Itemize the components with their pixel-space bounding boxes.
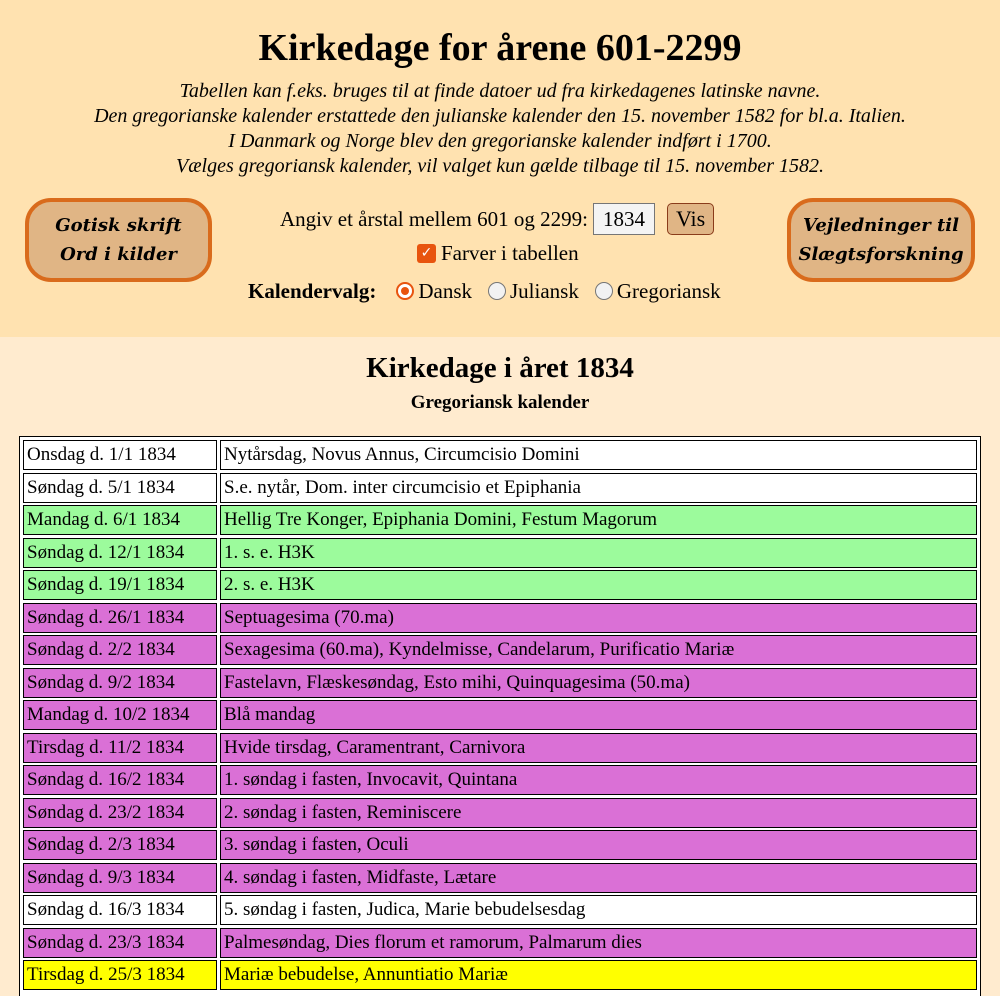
table-row: [23, 570, 977, 600]
date-cell: Søndag d. 23/2 1834: [23, 798, 217, 828]
church-day-cell: 1. søndag i fasten, Invocavit, Quintana: [220, 765, 977, 795]
church-day-cell: 5. søndag i fasten, Judica, Marie bebudelsesdag: [220, 895, 977, 925]
table-row: [23, 798, 977, 828]
intro-text: [0, 79, 1000, 179]
date-cell: Søndag d. 2/3 1834: [23, 830, 217, 860]
church-day-cell: Septuagesima (70.ma): [220, 603, 977, 633]
radio-juliansk-label: Juliansk: [510, 278, 579, 303]
colors-label: Farver i tabellen: [441, 240, 579, 265]
header: [0, 0, 1000, 337]
table-row: [23, 473, 977, 503]
date-cell: Søndag d. 16/3 1834: [23, 895, 217, 925]
radio-option-dansk[interactable]: [396, 279, 472, 304]
radio-dansk-label: Dansk: [418, 278, 472, 303]
table-row: [23, 830, 977, 860]
radio-gregoriansk[interactable]: [595, 282, 613, 300]
date-cell: Tirsdag d. 11/2 1834: [23, 733, 217, 763]
church-days-table: [19, 436, 981, 996]
radio-option-juliansk[interactable]: [488, 279, 579, 304]
date-cell: Søndag d. 23/3 1834: [23, 928, 217, 958]
date-cell: Mandag d. 6/1 1834: [23, 505, 217, 535]
church-day-cell: S.e. nytår, Dom. inter circumcisio et Epiphania: [220, 473, 977, 503]
date-cell: Søndag d. 5/1 1834: [23, 473, 217, 503]
date-cell: Mandag d. 10/2 1834: [23, 700, 217, 730]
intro-line: Den gregorianske kalender erstattede den julianske kalender den 15. november 1582 for bl.a. Italien.: [94, 105, 906, 127]
year-heading: Kirkedage i året 1834: [366, 352, 634, 384]
colors-option[interactable]: [417, 241, 579, 265]
table-row: [23, 538, 977, 568]
calendar-choice-label: Kalendervalg:: [248, 278, 377, 303]
date-cell: Søndag d. 26/1 1834: [23, 603, 217, 633]
calendar-choice: [248, 278, 737, 304]
year-input[interactable]: [593, 203, 655, 235]
table-row: [23, 863, 977, 893]
church-day-cell: Blå mandag: [220, 700, 977, 730]
table-row: [23, 668, 977, 698]
date-cell: Onsdag d. 1/1 1834: [23, 440, 217, 470]
date-cell: Søndag d. 9/3 1834: [23, 863, 217, 893]
radio-dansk[interactable]: [396, 282, 414, 300]
date-cell: Søndag d. 19/1 1834: [23, 570, 217, 600]
gothic-script-button-line2: Ord i kilder: [60, 244, 177, 265]
year-form: [280, 203, 714, 235]
church-day-cell: 2. søndag i fasten, Reminiscere: [220, 798, 977, 828]
gothic-script-button[interactable]: [25, 198, 212, 282]
radio-option-gregoriansk[interactable]: [595, 279, 721, 304]
intro-line: Tabellen kan f.eks. bruges til at finde datoer ud fra kirkedagenes latinske navne.: [179, 80, 821, 102]
table-row: [23, 733, 977, 763]
table-row: [23, 700, 977, 730]
genealogy-guides-button-line2: Slægtsforskning: [798, 244, 964, 265]
table-row: [23, 440, 977, 470]
table-row: [23, 635, 977, 665]
date-cell: Søndag d. 16/2 1834: [23, 765, 217, 795]
date-cell: Søndag d. 12/1 1834: [23, 538, 217, 568]
page-title: Kirkedage for årene 601-2299: [258, 27, 742, 69]
church-day-cell: Mariæ bebudelse, Annuntiatio Mariæ: [220, 960, 977, 990]
church-day-cell: Nytårsdag, Novus Annus, Circumcisio Domini: [220, 440, 977, 470]
table-row: [23, 505, 977, 535]
table-row: [23, 960, 977, 990]
genealogy-guides-button[interactable]: [787, 198, 975, 282]
intro-line: Vælges gregoriansk kalender, vil valget kun gælde tilbage til 15. november 1582.: [175, 155, 825, 177]
church-day-cell: Hvide tirsdag, Caramentrant, Carnivora: [220, 733, 977, 763]
church-day-cell: 1. s. e. H3K: [220, 538, 977, 568]
church-day-cell: Palmesøndag, Dies florum et ramorum, Palmarum dies: [220, 928, 977, 958]
intro-line: I Danmark og Norge blev den gregorianske kalender indført i 1700.: [228, 130, 772, 152]
church-day-cell: Hellig Tre Konger, Epiphania Domini, Festum Magorum: [220, 505, 977, 535]
date-cell: Søndag d. 2/2 1834: [23, 635, 217, 665]
date-cell: Søndag d. 9/2 1834: [23, 668, 217, 698]
radio-gregoriansk-label: Gregoriansk: [616, 278, 721, 303]
gothic-script-button-line1: Gotisk skrift: [55, 215, 182, 236]
church-day-cell: 2. s. e. H3K: [220, 570, 977, 600]
year-label: Angiv et årstal mellem 601 og 2299:: [280, 206, 588, 231]
radio-juliansk[interactable]: [488, 282, 506, 300]
genealogy-guides-button-line1: Vejledninger til: [803, 215, 959, 236]
colors-checkbox[interactable]: ✓: [417, 244, 436, 263]
church-day-cell: 3. søndag i fasten, Oculi: [220, 830, 977, 860]
table-row: [23, 928, 977, 958]
church-day-cell: Fastelavn, Flæskesøndag, Esto mihi, Quinquagesima (50.ma): [220, 668, 977, 698]
table-row: [23, 603, 977, 633]
church-day-cell: 4. søndag i fasten, Midfaste, Lætare: [220, 863, 977, 893]
date-cell: Tirsdag d. 25/3 1834: [23, 960, 217, 990]
table-row: [23, 895, 977, 925]
calendar-type: Gregoriansk kalender: [410, 392, 590, 413]
show-button[interactable]: Vis: [667, 203, 714, 235]
table-row: [23, 765, 977, 795]
church-day-cell: Sexagesima (60.ma), Kyndelmisse, Candelarum, Purificatio Mariæ: [220, 635, 977, 665]
